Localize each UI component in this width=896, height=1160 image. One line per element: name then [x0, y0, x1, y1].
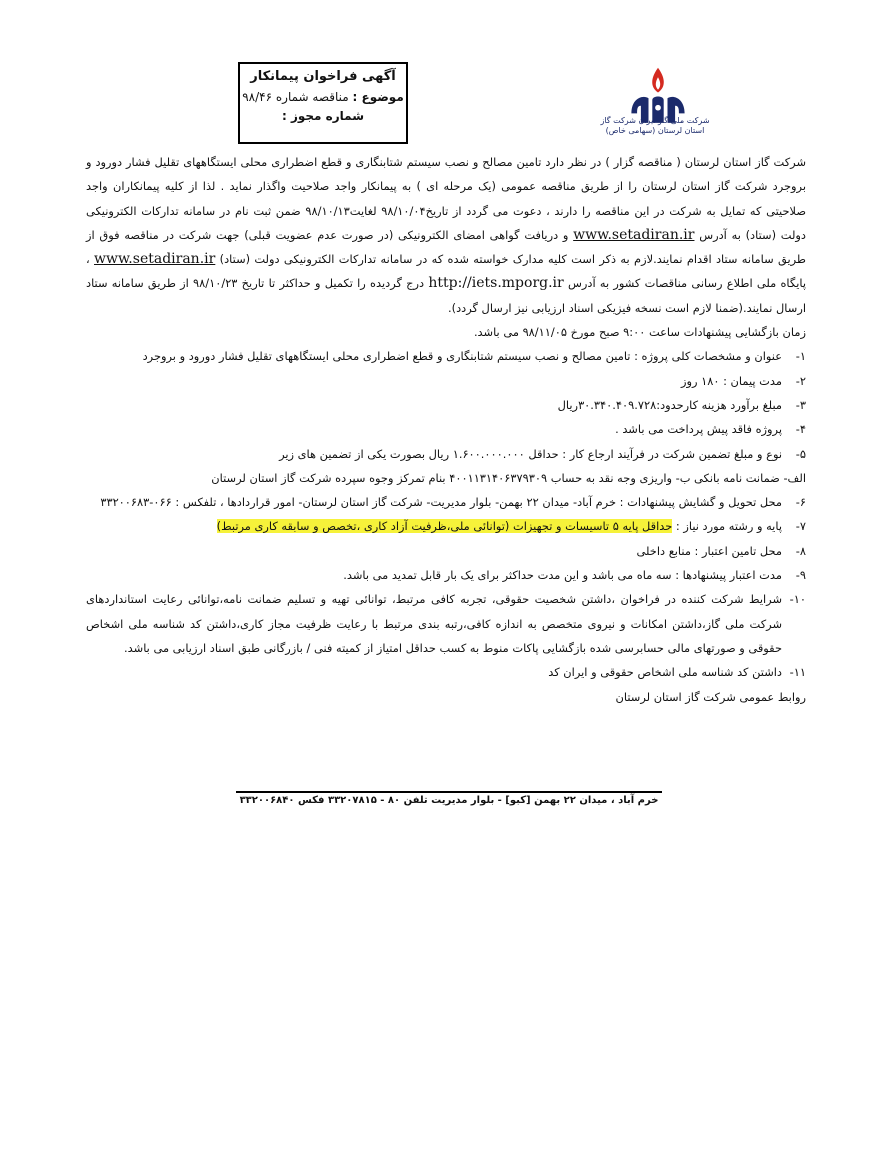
signature: روابط عمومی شرکت گاز استان لرستان: [615, 689, 806, 704]
list-item: ۷- پایه و رشته مورد نیاز : حداقل پایه ۵ تاسیسات و تجهیزات (توانائی ملی،ظرفیت آزاد کاری ،تخصص و سابقه کاری مرتبط): [216, 519, 806, 534]
list-item: ۴- پروژه فاقد پیش پرداخت می باشد .: [615, 422, 806, 437]
setadiran-link-2[interactable]: www.setadiran.ir: [94, 251, 216, 268]
list-item: ۲- مدت پیمان : ۱۸۰ روز: [680, 373, 806, 388]
logo-caption: شرکت ملی گاز ایران شرکت گاز استان لرستان (سهامی خاص): [600, 116, 710, 135]
notice-title: آگهی فراخوان پیمانکار: [250, 69, 396, 84]
title-box: [238, 62, 408, 144]
list-item: ۱۱- داشتن کد شناسه ملی اشخاص حقوقی و ایران کد: [548, 665, 806, 680]
list-item: ۶- محل تحویل و گشایش پیشنهادات : خرم آباد- میدان ۲۲ بهمن- بلوار مدیریت- شرکت گاز استان لرستان- امور قراردادها ، تلفکس : ۰۶۶-۳۳۲۰۰۶۸۳: [100, 495, 806, 510]
subject-line: [240, 90, 406, 104]
list-item: ۳- مبلغ برآورد هزینه کارحدود:۳۰.۳۴۰.۴۰۹.۷۲۸ریال: [557, 397, 806, 412]
list-item: ۱- عنوان و مشخصات کلی پروژه : تامین مصالح و نصب سیستم شتابنگاری و قطع اضطراری محلی ایستگاههای تقلیل فشار دورود و بروجرد: [142, 349, 806, 364]
setadiran-link-1[interactable]: www.setadiran.ir: [573, 226, 695, 243]
intro-text-4: درج گردیده را تکمیل و حداکثر تا تاریخ ۹۸/۱۰/۲۳ از طریق سامانه ستاد ارسال نمایند.(ضمنا لازم است نسخه فیزیکی اسناد ارزیابی نیز ارسال گردد).: [86, 276, 806, 315]
highlighted-grade-requirement: حداقل پایه ۵ تاسیسات و تجهیزات (توانائی ملی،ظرفیت آزاد کاری ،تخصص و سابقه کاری مرتبط): [216, 519, 673, 534]
subject-value: مناقصه شماره ۹۸/۴۶: [242, 90, 349, 104]
intro-text-2: و دریافت گواهی امضای الکترونیکی (در صورت عدم عضویت قبلی) جهت شرکت در مناقصه فوق از طریق سامانه ستاد اقدام نمایند.لازم به ذکر است کلیه مدارک خواسته شده که در سامانه تدارکات الکترونیکی دولت (ستاد): [86, 227, 807, 267]
notice-body: [86, 150, 806, 709]
permit-number: شماره مجوز :: [281, 109, 364, 123]
list-item: ۹- مدت اعتبار پیشنهادها : سه ماه می باشد و این مدت حداکثر برای یک بار قابل تمدید می باشد.: [343, 568, 806, 583]
footer-divider: [236, 791, 662, 793]
conditions-list: [86, 344, 806, 684]
intro-text-3: ، پایگاه ملی اطلاع رسانی مناقصات کشور به آدرس: [86, 252, 807, 291]
iets-link[interactable]: http://iets.mporg.ir: [428, 275, 564, 292]
list-item: ۸- محل تامین اعتبار : منابع داخلی: [636, 543, 806, 558]
footer-contact: خرم آباد ، میدان ۲۲ بهمن [کبو] - بلوار مدیریت تلفن ۸۰ - ۳۳۲۰۷۸۱۵ فکس ۳۳۲۰۰۶۸۴۰: [239, 795, 659, 806]
list-item: ۵- نوع و مبلغ تضمین شرکت در فرآیند ارجاع کار : حداقل ۱.۶۰۰.۰۰۰.۰۰۰ ریال بصورت یکی از تضمین های زیر: [279, 446, 806, 461]
grade-label: پایه و رشته مورد نیاز :: [672, 519, 782, 534]
opening-time: زمان بازگشایی پیشنهادات ساعت ۹:۰۰ صبح مورخ ۹۸/۱۱/۰۵ می باشد.: [473, 325, 806, 340]
intro-paragraph: [86, 150, 806, 320]
list-item-guarantee-types: الف- ضمانت نامه بانکی ب- واریزی وجه نقد به حساب ۴۰۰۱۱۳۱۴۰۶۳۷۹۳۰۹ بنام تمرکز وجوه سپرده شرکت گاز استان لرستان: [211, 470, 806, 485]
list-item: ۱۰- شرایط شرکت کننده در فراخوان ،داشتن شخصیت حقوقی، تجربه کافی مرتبط، توانائی تهیه و تسلیم ضمانت نامه،توانائی رعایت استانداردهای شرکت ملی گاز،داشتن امکانات و نیروی متخصص به اندازه کافی،رتبه بندی مرتبط با رعایت ظرفیت مجاز کاری،داشتن کد شناسه ملی اشخاص حقوقی و صورتهای مالی حسابرسی شده بازگشایی پاکات منوط به کسب حداقل امتیاز از کمیته فنی / بازرگانی طبق اسناد ارزیابی می باشد.: [86, 592, 806, 655]
subject-label: موضوع :: [352, 90, 404, 104]
intro-text-1: شرکت گاز استان لرستان ( مناقصه گزار ) در نظر دارد تامین مصالح و نصب سیستم شتابنگاری و قطع اضطراری محلی ایستگاههای تقلیل فشار دورود و بروجرد شرکت گاز استان لرستان را از طریق مناقصه عمومی (یک مرحله ای ) به پیمانکار واجد صلاحیت واگذار نماید . لذا از کلیه پیمانکاران واجد صلاحیتی که تمایل به شرکت در این مناقصه را دارند ، دعوت می گردد از تاریخ۹۸/۱۰/۰۴ لغایت۹۸/۱۰/۱۳ ضمن ثبت نام در سامانه تدارکات الکترونیکی دولت (ستاد) به آدرس: [86, 155, 806, 242]
